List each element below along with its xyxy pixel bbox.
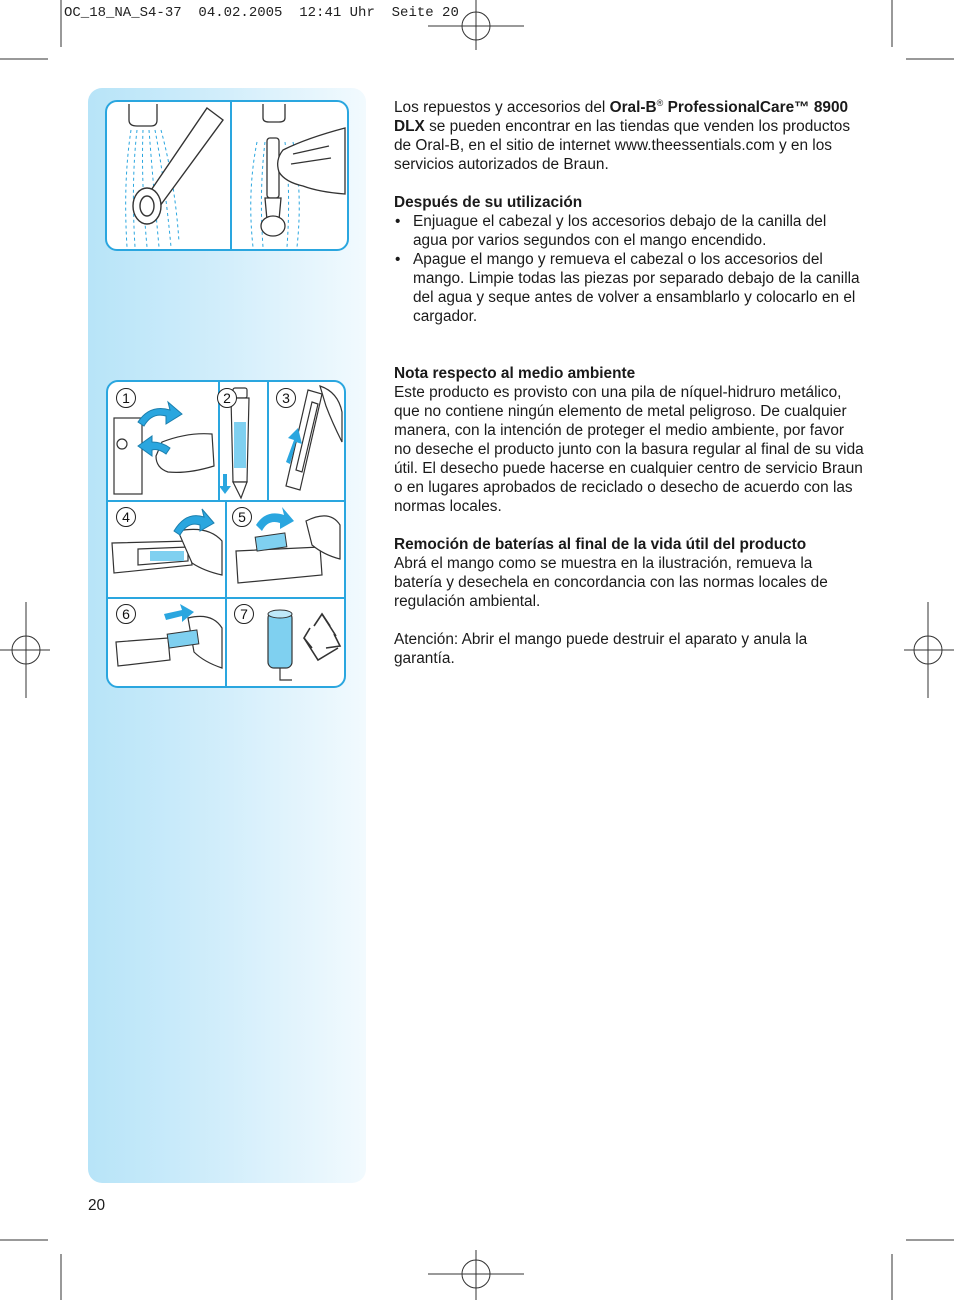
step-number: 4 [116, 507, 136, 527]
curved-arrow-icon [256, 507, 294, 531]
registration-mark-top [428, 0, 524, 50]
list-item: • Enjuague el cabezal y los accesorios debajo de la canilla del agua por varios segundos con el mango encendido. [395, 213, 827, 249]
step-number: 3 [276, 388, 296, 408]
recycle-icon [304, 614, 340, 660]
faucet-icon [129, 104, 157, 126]
steps-illustration-panel [106, 380, 346, 688]
step-4-illustration [108, 501, 226, 598]
step-number: 5 [232, 507, 252, 527]
step-3-illustration [268, 382, 344, 501]
intro-paragraph: Los repuestos y accesorios del Oral-B® ProfessionalCare™ 8900 DLX se pueden encontrar en las tiendas que venden los productos de Oral-B, en el sitio de internet www.theessentials.com y en los servicios autorizados de Braun. [394, 97, 851, 173]
environment-paragraph: Este producto es provisto con una pila de níquel-hidruro metálico, que no contiene ningún elemento de metal peligroso. De cualquier manera, con la intención de proteger el medio ambiente, por favor no deseche el producto junto con la basura regular al final de su vida útil. El desecho puede hacerse en cualquier centro de servicio Braun o en lugares aprobados de reciclado o desecho de acuerdo con las normas locales. [394, 384, 864, 515]
battery-icon [268, 610, 292, 680]
registration-mark-bottom [428, 1250, 524, 1300]
battery-removal-paragraph: Abrá el mango como se muestra en la ilustración, remueva la batería y desechela en concordancia con las normas locales de regulación ambiental. [394, 555, 828, 610]
step-number: 6 [116, 604, 136, 624]
warning-paragraph: Atención: Abrir el mango puede destruir el aparato y anula la garantía. [394, 631, 808, 667]
rinse-illustration-panel [105, 100, 349, 251]
brand-name: Oral-B [609, 99, 657, 116]
instructions-text [394, 98, 864, 668]
down-arrow-icon [219, 474, 231, 494]
step-5-illustration [226, 501, 344, 598]
step-1-illustration [108, 382, 219, 501]
step-number: 2 [217, 388, 237, 408]
registration-mark-right [904, 602, 954, 698]
print-slug: OC_18_NA_S4-37 04.02.2005 12:41 Uhr Seite 20 [64, 5, 459, 21]
product-name: ProfessionalCare™ 8900 DLX [394, 99, 849, 135]
registration-mark-left [0, 602, 50, 698]
rinse-illustration [107, 102, 347, 249]
step-7-illustration [226, 598, 344, 686]
step-2-illustration [219, 382, 268, 501]
after-use-heading: Después de su utilización [394, 194, 583, 211]
step-number: 7 [234, 604, 254, 624]
list-item: • Apague el mango y remueva el cabezal o los accesorios del mango. Limpie todas las piezas por separado debajo de la canilla del agua y seque antes de volver a ensamblarlo y colocarlo en el cargador. [395, 251, 860, 325]
environment-heading: Nota respecto al medio ambiente [394, 365, 636, 382]
step-number: 1 [116, 388, 136, 408]
page-number: 20 [88, 1197, 106, 1214]
step-6-illustration [108, 598, 226, 686]
battery-removal-heading: Remoción de baterías al final de la vida útil del producto [394, 536, 807, 553]
after-use-list [394, 212, 864, 326]
